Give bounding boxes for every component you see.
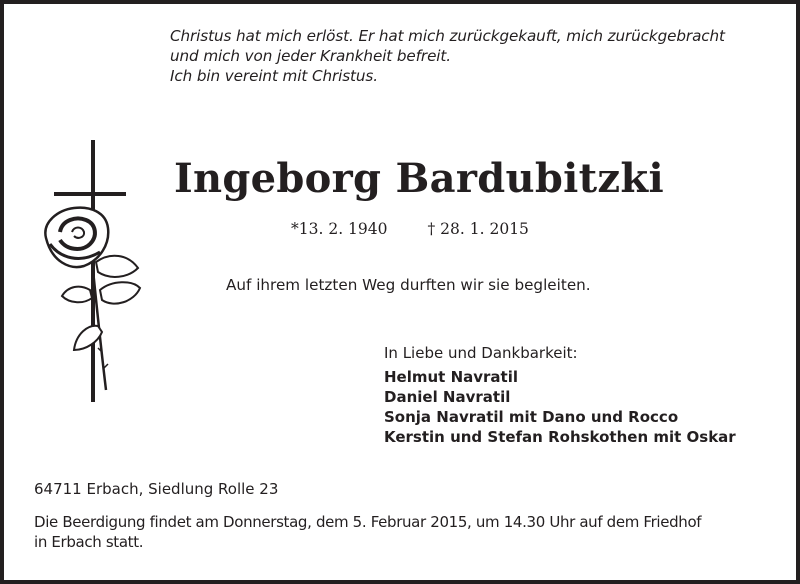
verse-line: Christus hat mich erlöst. Er hat mich zurückgekauft, mich zurückgebracht [170,27,725,45]
verse-line: Ich bin vereint mit Christus. [170,67,378,85]
obituary-notice [4,4,796,580]
birth-date: *13. 2. 1940 [291,220,388,238]
family-address: 64711 Erbach, Siedlung Rolle 23 [34,480,279,498]
bible-verse [170,26,725,86]
mourner-name: Daniel Navratil [384,388,511,406]
death-date: † 28. 1. 2015 [427,220,529,238]
mourner-name: Sonja Navratil mit Dano und Rocco [384,408,679,426]
verse-line: und mich von jeder Krankheit befreit. [170,47,452,65]
mourner-name: Helmut Navratil [384,368,518,386]
mourners-list [384,367,736,447]
farewell-message: Auf ihrem letzten Weg durften wir sie begleiten. [226,276,591,294]
deceased-name: Ingeborg Bardubitzki [174,155,664,202]
life-dates [291,218,529,240]
funeral-line: Die Beerdigung findet am Donnerstag, dem 5. Februar 2015, um 14.30 Uhr auf dem Friedhof [34,513,702,531]
funeral-details [34,512,701,552]
cross-with-rose-icon [40,140,150,410]
funeral-line: in Erbach statt. [34,533,144,551]
mourner-name: Kerstin und Stefan Rohskothen mit Oskar [384,428,736,446]
mourners-intro: In Liebe und Dankbarkeit: [384,344,578,362]
